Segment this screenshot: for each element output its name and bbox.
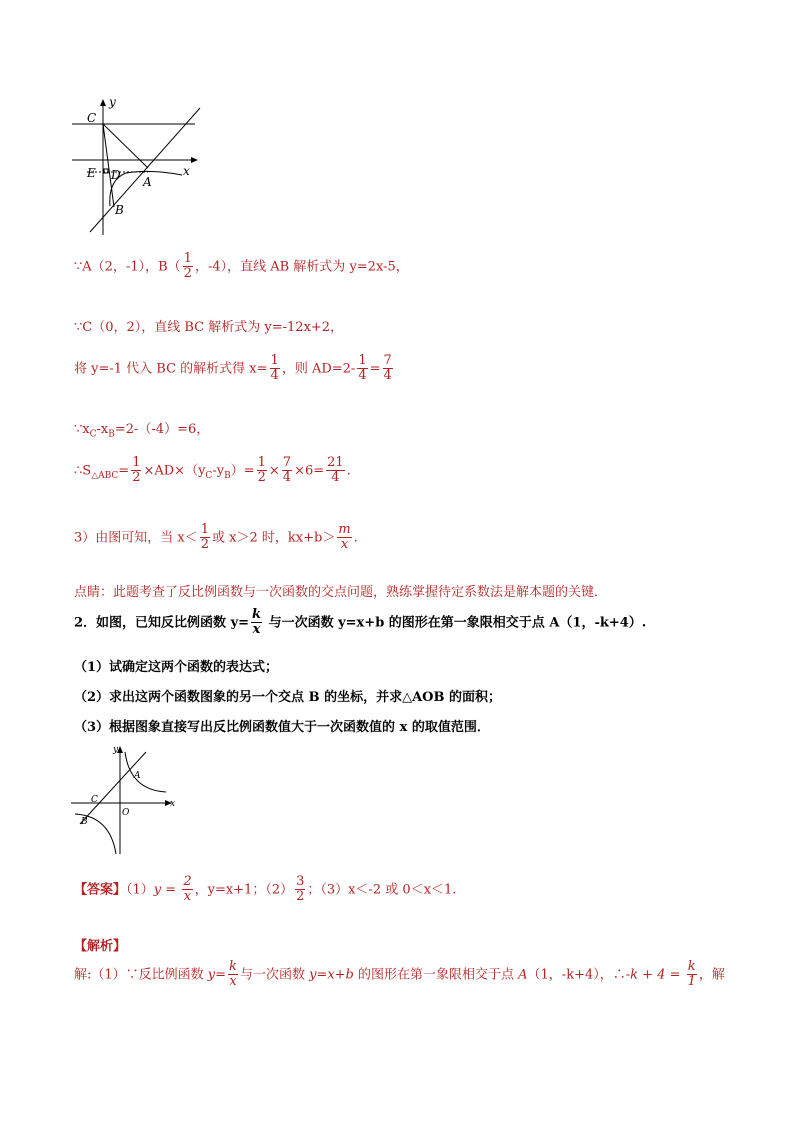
fig2-line: [80, 752, 146, 824]
fig1-line-cb: [103, 124, 114, 207]
solution-line-1: ∵A（2，-1），B（ $\frac{1}{2}$ ，-4），直线 AB 解析式为 y=2x-5，: [74, 251, 409, 282]
fraction: $\frac{k}{1}$: [687, 959, 696, 990]
question-2-part-3: （3）根据图象直接写出反比例函数值大于一次函数值的 x 的取值范围．: [74, 720, 490, 735]
question-2: 2．如图，已知反比例函数 y= $\frac{k}{x}$ 与一次函数 y=x+b 的图形在第一象限相交于点 A（1，-k+4）.: [74, 607, 647, 638]
fig2-label-a: A: [134, 771, 141, 781]
fig1-line-ca: [103, 124, 148, 168]
fig2-label-o: O: [122, 808, 130, 818]
fig1-label-e: E: [87, 166, 96, 180]
fraction: $\frac{7}{4}$: [282, 455, 292, 486]
fraction: $\frac{2}{x}$: [183, 874, 192, 905]
fraction: $\frac{k}{x}$: [252, 607, 262, 638]
fraction: $\frac{1}{4}$: [270, 353, 279, 384]
figure-2-graph: [68, 742, 180, 857]
fig1-label-d: D: [111, 168, 121, 182]
fig1-label-b: B: [115, 203, 124, 217]
fig1-label-x: x: [183, 164, 190, 178]
comment-line: 点睛：此题考查了反比例函数与一次函数的交点问题，熟练掌握待定系数法是解本题的关键．: [74, 585, 608, 600]
solution-line-2: ∵C（0，2），直线 BC 解析式为 y=-12x+2，: [74, 320, 344, 335]
fraction: $\frac{21}{4}$: [327, 455, 344, 486]
answer-line: 【答案】（1）y = $\frac{2}{x}$ ，y=x+1；（2） $\frac{3}{2}$ ；（3）x＜-2 或 0＜x＜1.: [74, 874, 457, 905]
solution-line-4: $\because x_C-x_B=2-(-4)=6$，: [74, 422, 210, 440]
fig2-hyperbola-branch-1: [125, 752, 166, 792]
fig1-label-a: A: [143, 175, 152, 189]
solution-line-6: 3）由图可知，当 x＜ $\frac{1}{2}$ 或 x＞2 时，kx+b＞ $\frac{m}{x}$ .: [74, 522, 358, 553]
solution-line-5: $\therefore S_{\triangle ABC}=$ $\frac{1}{2}$ $\times AD\times(y_C-y_B)=$ $\frac{1}{2}$ × $\frac{7}{4}$ ×6= $\frac{21}{4}$ .: [74, 455, 351, 486]
figure-1-graph: [70, 95, 210, 240]
fraction: $\frac{k}{x}$: [229, 959, 237, 990]
question-2-part-1: （1）试确定这两个函数的表达式；: [74, 660, 279, 675]
fig2-label-x: x: [170, 799, 176, 809]
fraction: $\frac{1}{2}$: [183, 251, 192, 282]
question-2-part-2: （2）求出这两个函数图象的另一个交点 B 的坐标，并求△AOB 的面积；: [74, 690, 502, 705]
analysis-tag: 【解析】: [74, 939, 127, 954]
solution-line-3: 将 y=-1 代入 BC 的解析式得 x= $\frac{1}{4}$ ，则 AD=2- $\frac{1}{4}$ = $\frac{7}{4}$: [74, 353, 392, 384]
fig1-label-y: y: [109, 95, 116, 109]
fig2-label-c: C: [91, 795, 98, 805]
fraction: $\frac{1}{2}$: [257, 455, 266, 486]
fig1-label-c: C: [87, 111, 97, 125]
fig2-label-b: B: [81, 817, 88, 827]
fraction: $\frac{1}{2}$: [200, 522, 210, 553]
fraction: $\frac{7}{4}$: [383, 353, 392, 384]
fraction: $\frac{1}{4}$: [358, 353, 367, 384]
fraction: $\frac{m}{x}$: [338, 522, 351, 553]
fig2-label-y: y: [113, 745, 119, 755]
fraction: $\frac{1}{2}$: [132, 455, 141, 486]
fraction: $\frac{3}{2}$: [296, 874, 305, 905]
solution-q2-line: 解:（1）∵反比例函数 y= $\frac{k}{x}$ 与一次函数 y=x+b 的图形在第一象限相交于点 A（1，-k+4），∴-k + 4 = $\frac{k}{1}$ ，解: [74, 959, 725, 990]
